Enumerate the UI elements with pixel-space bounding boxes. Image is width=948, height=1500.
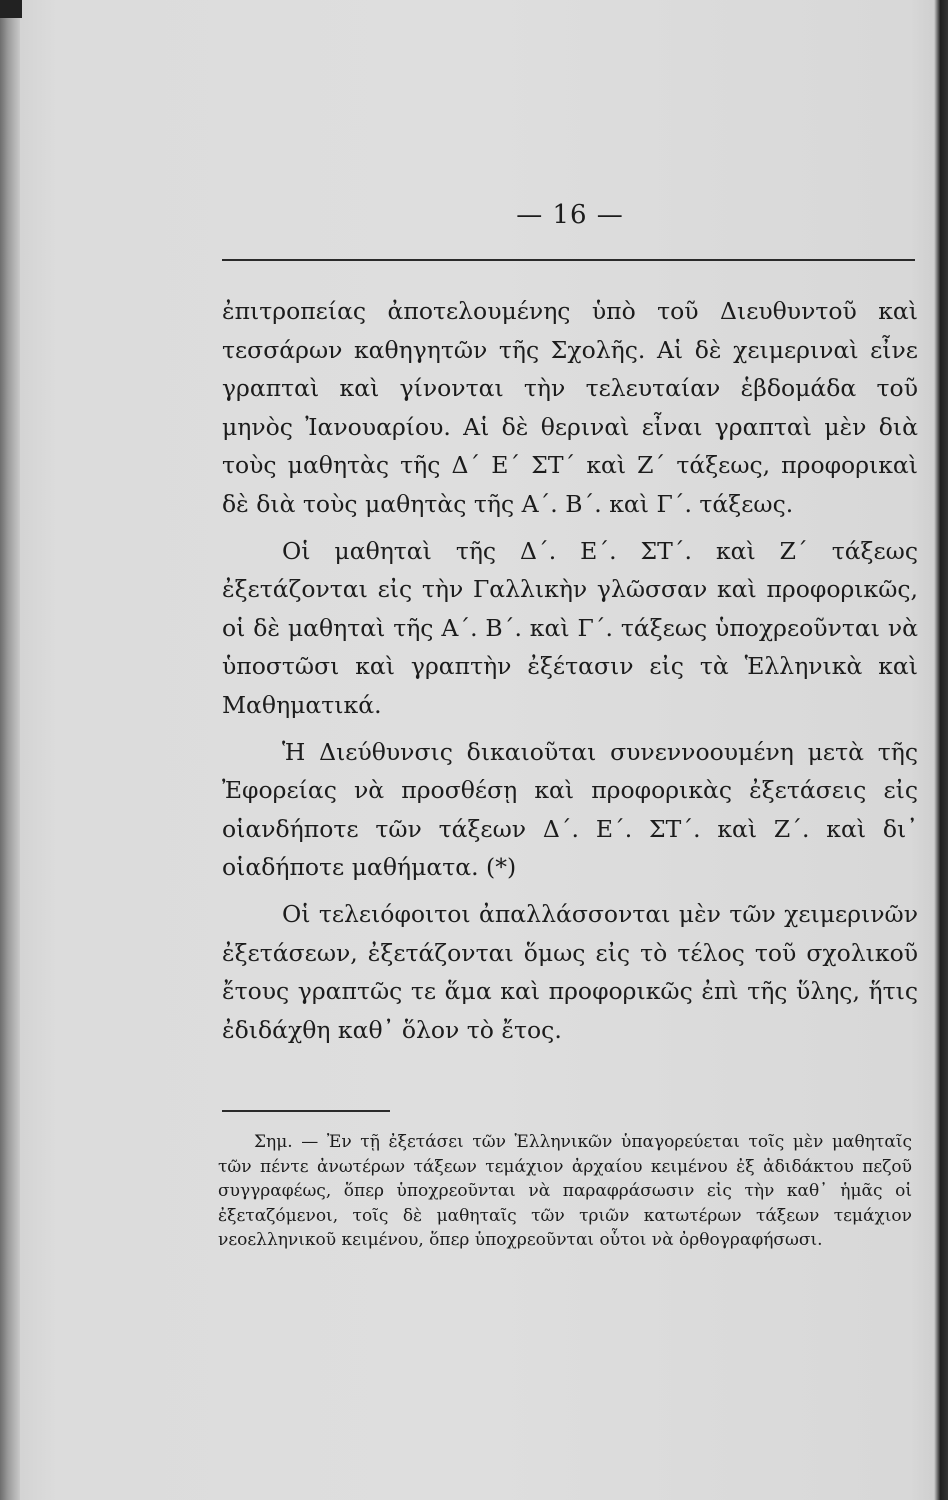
header-rule (222, 259, 915, 261)
paragraph-4: Οἱ τελειόφοιτοι ἀπαλλάσσονται μὲν τῶν χειμερινῶν ἐξετάσεων, ἐξετάζονται ὅμως εἰς τὸ τέλος τοῦ σχολικοῦ ἔτους γραπτῶς τε ἅμα καὶ προφορικῶς ἐπὶ τῆς ὕλης, ἥτις ἐδιδάχθη καθ᾽ ὅλον τὸ ἔτος. (222, 899, 918, 1044)
footnote: Σημ. — Ἐν τῇ ἐξετάσει τῶν Ἑλληνικῶν ὑπαγορεύεται τοῖς μὲν μαθηταῖς τῶν πέντε ἀνωτέρων τάξεων τεμάχιον ἀρχαίου κειμένου ἐξ ἀδιδάκτου πεζοῦ συγγραφέως, ὅπερ ὑποχρεοῦνται νὰ παραφράσωσιν εἰς τὴν καθ᾽ ἡμᾶς οἱ ἐξεταζόμενοι, τοῖς δὲ μαθηταῖς τῶν τριῶν κατωτέρων τάξεων τεμάχιον νεοελληνικοῦ κειμένου, ὅπερ ὑποχρεοῦνται οὗτοι νὰ ὀρθογραφήσωσι. (218, 1132, 912, 1250)
page-corner-shadow (0, 0, 22, 18)
paragraph-2: Οἱ μαθηταὶ τῆς Δ΄. Ε΄. ΣΤ΄. καὶ Ζ΄ τάξεως ἐξετάζονται εἰς τὴν Γαλλικὴν γλῶσσαν καὶ προφορικῶς, οἱ δὲ μαθηταὶ τῆς Α΄. Β΄. καὶ Γ΄. τάξεως ὑποχρεοῦνται νὰ ὑποστῶσι καὶ γραπτὴν ἐξέτασιν εἰς τὰ Ἑλληνικὰ καὶ Μαθηματικά. (222, 536, 918, 719)
page-left-edge-shadow (0, 0, 20, 1500)
page-right-edge-shadow (934, 0, 948, 1500)
paragraph-3: Ἡ Διεύθυνσις δικαιοῦται συνεννοουμένη μετὰ τῆς Ἐφορείας νὰ προσθέσῃ καὶ προφορικὰς ἐξετάσεις εἰς οἱανδήποτε τῶν τάξεων Δ΄. Ε΄. ΣΤ΄. καὶ Ζ΄. καὶ δι᾽ οἱαδήποτε μαθήματα. (*) (222, 737, 918, 882)
footnote-rule (222, 1110, 390, 1112)
paragraph-1: ἐπιτροπείας ἀποτελουμένης ὑπὸ τοῦ Διευθυντοῦ καὶ τεσσάρων καθηγητῶν τῆς Σχολῆς. Αἱ δὲ χειμεριναὶ εἶνε γραπταὶ καὶ γίνονται τὴν τελευταίαν ἑβδομάδα τοῦ μηνὸς Ἰανουαρίου. Αἱ δὲ θεριναὶ εἶναι γραπταὶ μὲν διὰ τοὺς μαθητὰς τῆς Δ΄ Ε΄ ΣΤ΄ καὶ Ζ΄ τάξεως, προφορικαὶ δὲ διὰ τοὺς μαθητὰς τῆς Α΄. Β΄. καὶ Γ΄. τάξεως. (222, 297, 918, 518)
page-number: — 16 — (516, 200, 624, 230)
body-text (222, 292, 918, 1049)
